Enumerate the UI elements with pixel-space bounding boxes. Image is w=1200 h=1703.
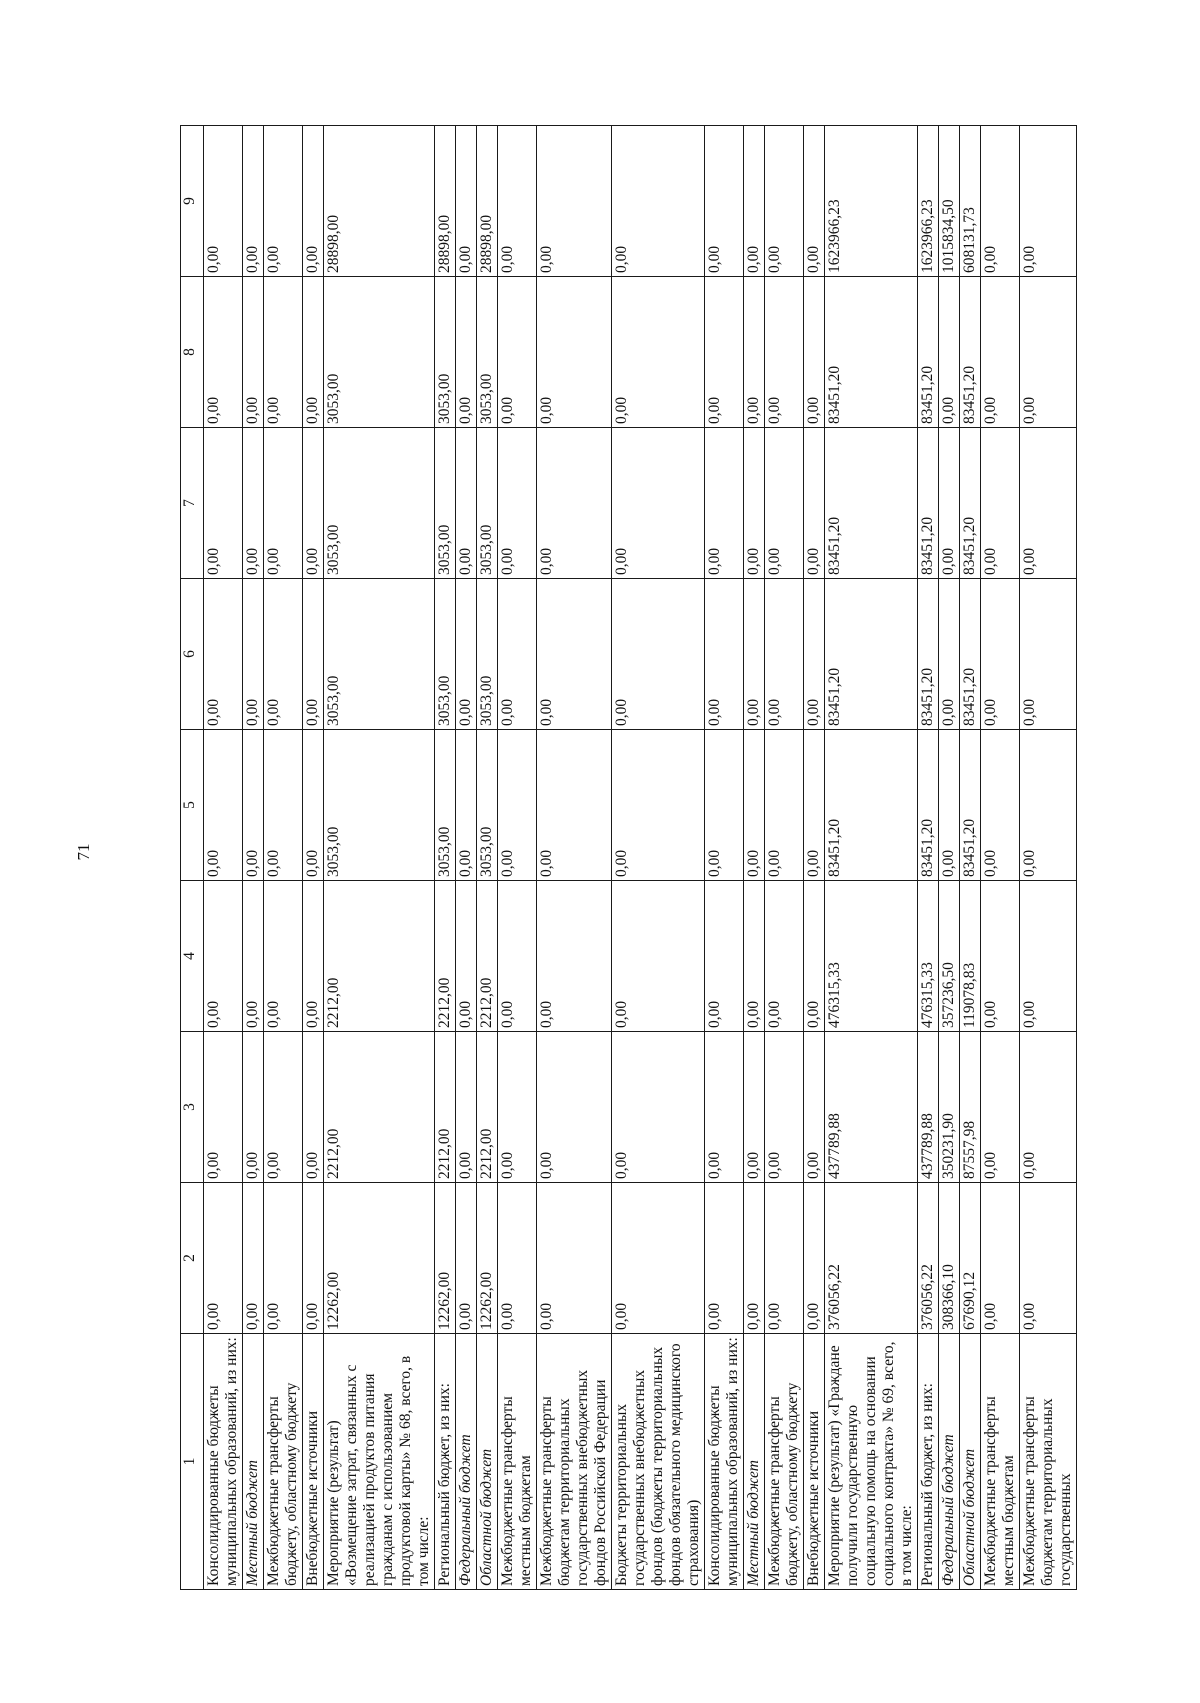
table-cell: 608131,73 [960, 126, 981, 277]
table-cell: 357236,50 [939, 881, 960, 1032]
table-cell: 0,00 [804, 730, 825, 881]
table-cell: 119078,83 [960, 881, 981, 1032]
table-cell: 3053,00 [477, 579, 498, 730]
table-cell: 308366,10 [939, 1183, 960, 1334]
table-cell: 0,00 [705, 126, 744, 277]
table-cell: 0,00 [612, 428, 705, 579]
page-number: 71 [74, 843, 93, 861]
table-cell: 0,00 [264, 277, 303, 428]
table-cell: 0,00 [537, 1183, 612, 1334]
table-cell: 0,00 [1020, 1183, 1077, 1334]
table-cell: 0,00 [981, 881, 1020, 1032]
table-cell: 0,00 [765, 881, 804, 1032]
table-cell: 0,00 [303, 730, 324, 881]
table-cell: 376056,22 [918, 1183, 939, 1334]
table-row [264, 126, 303, 1590]
table-cell: 0,00 [243, 428, 264, 579]
table-row [456, 126, 477, 1590]
table-cell: 83451,20 [825, 277, 918, 428]
table-cell: 0,00 [1020, 428, 1077, 579]
table-cell: 0,00 [804, 579, 825, 730]
table-cell: 0,00 [981, 1183, 1020, 1334]
table-cell: 0,00 [765, 1032, 804, 1183]
table-cell: 0,00 [537, 126, 612, 277]
table-cell: 476315,33 [825, 881, 918, 1032]
row-label: Федеральный бюджет [456, 1334, 477, 1590]
table-cell: 0,00 [303, 579, 324, 730]
table-cell: 0,00 [612, 1032, 705, 1183]
table-cell: 83451,20 [960, 428, 981, 579]
table-cell: 83451,20 [960, 579, 981, 730]
table-cell: 0,00 [537, 1032, 612, 1183]
table-cell: 0,00 [537, 579, 612, 730]
table-cell: 83451,20 [825, 428, 918, 579]
table-row [705, 126, 744, 1590]
row-label: Местный бюджет [744, 1334, 765, 1590]
table-cell: 0,00 [981, 428, 1020, 579]
table-cell: 0,00 [705, 428, 744, 579]
table-row [1020, 126, 1077, 1590]
table-cell: 0,00 [243, 730, 264, 881]
row-label: Мероприятие (результат) «Граждане получили государственную социальную помощь на основании социального контракта» № 69, всего, в том числе: [825, 1334, 918, 1590]
table-cell: 0,00 [204, 730, 243, 881]
table-cell: 0,00 [744, 277, 765, 428]
table-cell: 0,00 [456, 428, 477, 579]
table-cell: 0,00 [705, 277, 744, 428]
table-row [960, 126, 981, 1590]
table-cell: 376056,22 [825, 1183, 918, 1334]
table-cell: 0,00 [204, 881, 243, 1032]
table-cell: 0,00 [744, 881, 765, 1032]
row-label: Федеральный бюджет [939, 1334, 960, 1590]
table-cell: 3053,00 [435, 730, 456, 881]
row-label: Межбюджетные трансферты бюджетам территориальных государственных внебюджетных фондов Российской Федерации [537, 1334, 612, 1590]
table-cell: 28898,00 [477, 126, 498, 277]
table-row [204, 126, 243, 1590]
column-header: 4 [181, 881, 204, 1032]
table-cell: 0,00 [456, 126, 477, 277]
row-label: Мероприятие (результат) «Возмещение затрат, связанных с реализацией продуктов питания гражданам с использованием продуктовой карты» № 68, всего, в том числе: [324, 1334, 435, 1590]
table-cell: 0,00 [537, 881, 612, 1032]
table-cell: 0,00 [612, 1183, 705, 1334]
table-cell: 0,00 [498, 881, 537, 1032]
table-cell: 0,00 [804, 1183, 825, 1334]
table-cell: 0,00 [939, 277, 960, 428]
table-cell: 0,00 [243, 1183, 264, 1334]
table-row [804, 126, 825, 1590]
row-label: Межбюджетные трансферты бюджету, областному бюджету [765, 1334, 804, 1590]
table-cell: 0,00 [264, 126, 303, 277]
row-label: Внебюджетные источники [303, 1334, 324, 1590]
table-cell: 0,00 [765, 126, 804, 277]
table-cell: 0,00 [303, 277, 324, 428]
table-row [981, 126, 1020, 1590]
table-cell: 0,00 [744, 1032, 765, 1183]
table-cell: 350231,90 [939, 1032, 960, 1183]
table-cell: 0,00 [303, 881, 324, 1032]
table-cell: 0,00 [456, 1032, 477, 1183]
table-row [303, 126, 324, 1590]
table-cell: 0,00 [981, 126, 1020, 277]
table-row [744, 126, 765, 1590]
table-cell: 0,00 [765, 277, 804, 428]
table-cell: 0,00 [612, 126, 705, 277]
table-cell: 12262,00 [477, 1183, 498, 1334]
table-cell: 0,00 [804, 881, 825, 1032]
table-cell: 83451,20 [825, 730, 918, 881]
table-cell: 0,00 [204, 1032, 243, 1183]
table-row [243, 126, 264, 1590]
table-row [825, 126, 918, 1590]
row-label: Бюджеты территориальных государственных внебюджетных фондов (бюджеты территориальных фондов обязательного медицинского страхования) [612, 1334, 705, 1590]
row-label: Региональный бюджет, из них: [435, 1334, 456, 1590]
table-cell: 0,00 [456, 730, 477, 881]
table-cell: 0,00 [456, 881, 477, 1032]
table-cell: 0,00 [456, 1183, 477, 1334]
table-cell: 3053,00 [324, 579, 435, 730]
column-header: 5 [181, 730, 204, 881]
row-label: Местный бюджет [243, 1334, 264, 1590]
table-cell: 83451,20 [918, 277, 939, 428]
table-cell: 0,00 [804, 428, 825, 579]
table-cell: 476315,33 [918, 881, 939, 1032]
table-cell: 0,00 [744, 126, 765, 277]
column-header: 8 [181, 277, 204, 428]
table-cell: 3053,00 [435, 579, 456, 730]
table-cell: 0,00 [498, 126, 537, 277]
table-cell: 0,00 [1020, 730, 1077, 881]
table-cell: 0,00 [1020, 579, 1077, 730]
table-cell: 0,00 [498, 730, 537, 881]
table-row [435, 126, 456, 1590]
table-cell: 0,00 [264, 1183, 303, 1334]
table-row [498, 126, 537, 1590]
table-cell: 0,00 [303, 1032, 324, 1183]
table-cell: 28898,00 [435, 126, 456, 277]
table-cell: 0,00 [804, 126, 825, 277]
table-cell: 0,00 [939, 428, 960, 579]
table-cell: 2212,00 [435, 881, 456, 1032]
budget-table [180, 125, 1077, 1590]
table-cell: 83451,20 [960, 730, 981, 881]
table-cell: 0,00 [744, 428, 765, 579]
column-header: 3 [181, 1032, 204, 1183]
column-header: 6 [181, 579, 204, 730]
row-label: Внебюджетные источники [804, 1334, 825, 1590]
table-cell: 2212,00 [477, 1032, 498, 1183]
table-cell: 0,00 [243, 881, 264, 1032]
table-cell: 0,00 [456, 579, 477, 730]
row-label: Областной бюджет [477, 1334, 498, 1590]
table-cell: 0,00 [264, 579, 303, 730]
table-cell: 0,00 [498, 1183, 537, 1334]
table-cell: 0,00 [981, 579, 1020, 730]
table-cell: 1623966,23 [918, 126, 939, 277]
table-cell: 83451,20 [918, 730, 939, 881]
table-cell: 28898,00 [324, 126, 435, 277]
table-cell: 0,00 [705, 730, 744, 881]
column-header: 9 [181, 126, 204, 277]
table-cell: 0,00 [537, 277, 612, 428]
table-cell: 83451,20 [918, 428, 939, 579]
table-cell: 0,00 [264, 881, 303, 1032]
table-cell: 0,00 [264, 1032, 303, 1183]
table-row [918, 126, 939, 1590]
table-cell: 3053,00 [324, 428, 435, 579]
table-cell: 0,00 [612, 579, 705, 730]
table-cell: 0,00 [456, 277, 477, 428]
table-cell: 0,00 [705, 881, 744, 1032]
row-label: Областной бюджет [960, 1334, 981, 1590]
table-cell: 83451,20 [918, 579, 939, 730]
table-cell: 1015834,50 [939, 126, 960, 277]
row-label: Межбюджетные трансферты бюджетам территориальных государственных [1020, 1334, 1077, 1590]
table-cell: 0,00 [204, 428, 243, 579]
table-cell: 0,00 [498, 428, 537, 579]
table-row [324, 126, 435, 1590]
table-cell: 2212,00 [477, 881, 498, 1032]
table-cell: 0,00 [264, 428, 303, 579]
table-row [939, 126, 960, 1590]
table-cell: 0,00 [612, 277, 705, 428]
table-cell: 0,00 [243, 277, 264, 428]
table-cell: 3053,00 [435, 428, 456, 579]
table-cell: 0,00 [705, 1183, 744, 1334]
table-cell: 0,00 [981, 730, 1020, 881]
table-cell: 0,00 [537, 428, 612, 579]
table-cell: 0,00 [804, 1032, 825, 1183]
column-header: 7 [181, 428, 204, 579]
table-cell: 0,00 [744, 1183, 765, 1334]
table-cell: 0,00 [981, 277, 1020, 428]
table-cell: 3053,00 [324, 277, 435, 428]
table-cell: 0,00 [498, 1032, 537, 1183]
table-cell: 0,00 [705, 579, 744, 730]
table-cell: 0,00 [1020, 1032, 1077, 1183]
table-header-row [181, 126, 204, 1590]
table-cell: 0,00 [204, 126, 243, 277]
table-cell: 0,00 [204, 579, 243, 730]
table-cell: 1623966,23 [825, 126, 918, 277]
table-cell: 3053,00 [477, 428, 498, 579]
row-label: Межбюджетные трансферты местным бюджетам [498, 1334, 537, 1590]
table-cell: 0,00 [981, 1032, 1020, 1183]
table-cell: 0,00 [204, 277, 243, 428]
table-cell: 0,00 [537, 730, 612, 881]
table-cell: 0,00 [498, 277, 537, 428]
table-cell: 0,00 [765, 1183, 804, 1334]
table-cell: 3053,00 [435, 277, 456, 428]
table-cell: 12262,00 [324, 1183, 435, 1334]
column-header: 1 [181, 1334, 204, 1590]
table-cell: 2212,00 [435, 1032, 456, 1183]
table-cell: 3053,00 [477, 730, 498, 881]
table-cell: 0,00 [1020, 126, 1077, 277]
table-cell: 0,00 [303, 428, 324, 579]
table-row [537, 126, 612, 1590]
table-cell: 0,00 [1020, 881, 1077, 1032]
table-row [765, 126, 804, 1590]
table-cell: 0,00 [939, 579, 960, 730]
table-cell: 3053,00 [324, 730, 435, 881]
table-cell: 2212,00 [324, 881, 435, 1032]
table-cell: 0,00 [243, 579, 264, 730]
row-label: Консолидированные бюджеты муниципальных образований, из них: [705, 1334, 744, 1590]
table-cell: 0,00 [303, 1183, 324, 1334]
table-cell: 0,00 [744, 579, 765, 730]
table-cell: 437789,88 [918, 1032, 939, 1183]
table-cell: 0,00 [612, 881, 705, 1032]
row-label: Межбюджетные трансферты бюджету, областному бюджету [264, 1334, 303, 1590]
table-cell: 0,00 [744, 730, 765, 881]
table-cell: 0,00 [765, 579, 804, 730]
row-label: Консолидированные бюджеты муниципальных образований, из них: [204, 1334, 243, 1590]
table-cell: 0,00 [243, 1032, 264, 1183]
table-cell: 87557,98 [960, 1032, 981, 1183]
table-cell: 0,00 [612, 730, 705, 881]
table-cell: 0,00 [765, 730, 804, 881]
table-row [612, 126, 705, 1590]
table-cell: 3053,00 [477, 277, 498, 428]
table-cell: 12262,00 [435, 1183, 456, 1334]
rotated-table-container [180, 125, 1074, 1590]
table-cell: 0,00 [243, 126, 264, 277]
row-label: Региональный бюджет, из них: [918, 1334, 939, 1590]
table-cell: 83451,20 [825, 579, 918, 730]
table-cell: 0,00 [939, 730, 960, 881]
table-cell: 83451,20 [960, 277, 981, 428]
table-cell: 0,00 [498, 579, 537, 730]
column-header: 2 [181, 1183, 204, 1334]
table-cell: 2212,00 [324, 1032, 435, 1183]
table-cell: 0,00 [705, 1032, 744, 1183]
table-cell: 0,00 [264, 730, 303, 881]
table-cell: 67690,12 [960, 1183, 981, 1334]
table-cell: 437789,88 [825, 1032, 918, 1183]
table-cell: 0,00 [204, 1183, 243, 1334]
table-body [204, 126, 1077, 1590]
table-cell: 0,00 [765, 428, 804, 579]
table-cell: 0,00 [1020, 277, 1077, 428]
table-row [477, 126, 498, 1590]
table-cell: 0,00 [303, 126, 324, 277]
table-cell: 0,00 [804, 277, 825, 428]
row-label: Межбюджетные трансферты местным бюджетам [981, 1334, 1020, 1590]
